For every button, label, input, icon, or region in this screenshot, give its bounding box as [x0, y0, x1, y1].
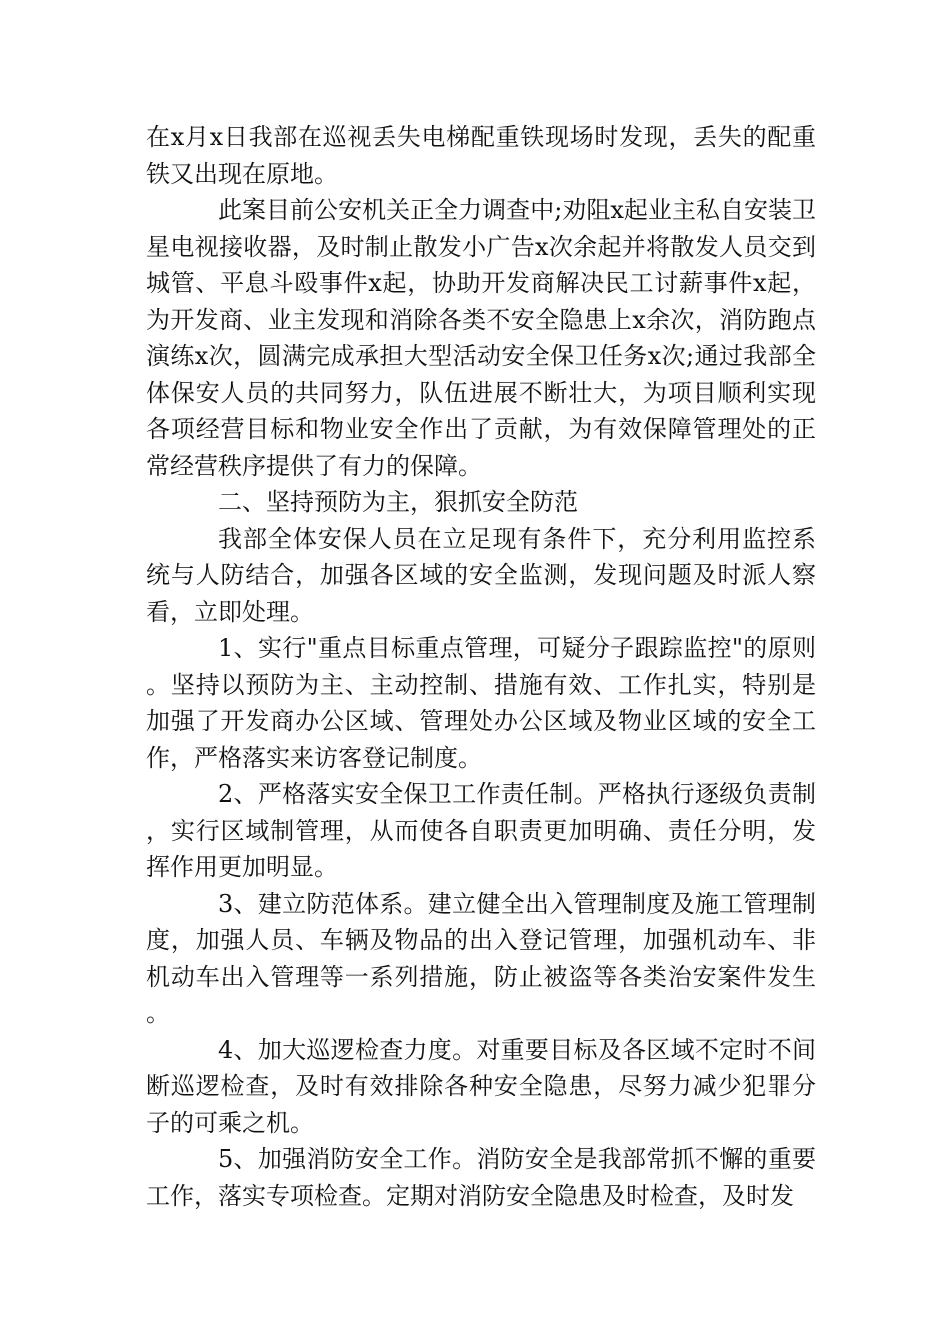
document-body: [146, 119, 816, 1214]
list-item-1: 1、实行"重点目标重点管理，可疑分子跟踪监控"的原则。坚持以预防为主、主动控制、措施有效、工作扎实，特别是加强了开发商办公区域、管理处办公区域及物业区域的安全工作，严格落实来访客登记制度。: [146, 634, 816, 772]
list-item-3: 3、建立防范体系。建立健全出入管理制度及施工管理制度，加强人员、车辆及物品的出入登记管理，加强机动车、非机动车出入管理等一系列措施，防止被盗等各类治安案件发生。: [146, 889, 816, 1027]
paragraph-continuation: 在x月x日我部在巡视丢失电梯配重铁现场时发现，丢失的配重铁又出现在原地。: [146, 123, 816, 188]
list-item-5: 5、加强消防安全工作。消防安全是我部常抓不懈的重要工作，落实专项检查。定期对消防安全隐患及时检查，及时发: [146, 1145, 816, 1210]
paragraph-case-summary: 此案目前公安机关正全力调查中;劝阻x起业主私自安装卫星电视接收器，及时制止散发小广告x次余起并将散发人员交到城管、平息斗殴事件x起，协助开发商解决民工讨薪事件x起，为开发商、业主发现和消除各类不安全隐患上x余次，消防跑点演练x次，圆满完成承担大型活动安全保卫任务x次;通过我部全体保安人员的共同努力，队伍进展不断壮大，为项目顺利实现各项经营目标和物业安全作出了贡献，为有效保障管理处的正常经营秩序提供了有力的保障。: [146, 196, 816, 480]
list-item-4: 4、加大巡逻检查力度。对重要目标及各区域不定时不间断巡逻检查，及时有效排除各种安全隐患，尽努力减少犯罪分子的可乘之机。: [146, 1035, 816, 1137]
section-heading: 二、坚持预防为主，狠抓安全防范: [218, 488, 578, 516]
paragraph-section-intro: 我部全体安保人员在立足现有条件下，充分利用监控系统与人防结合，加强各区域的安全监测，发现问题及时派人察看，立即处理。: [146, 524, 816, 626]
list-item-2: 2、严格落实安全保卫工作责任制。严格执行逐级负责制，实行区域制管理，从而使各自职责更加明确、责任分明，发挥作用更加明显。: [146, 780, 816, 881]
